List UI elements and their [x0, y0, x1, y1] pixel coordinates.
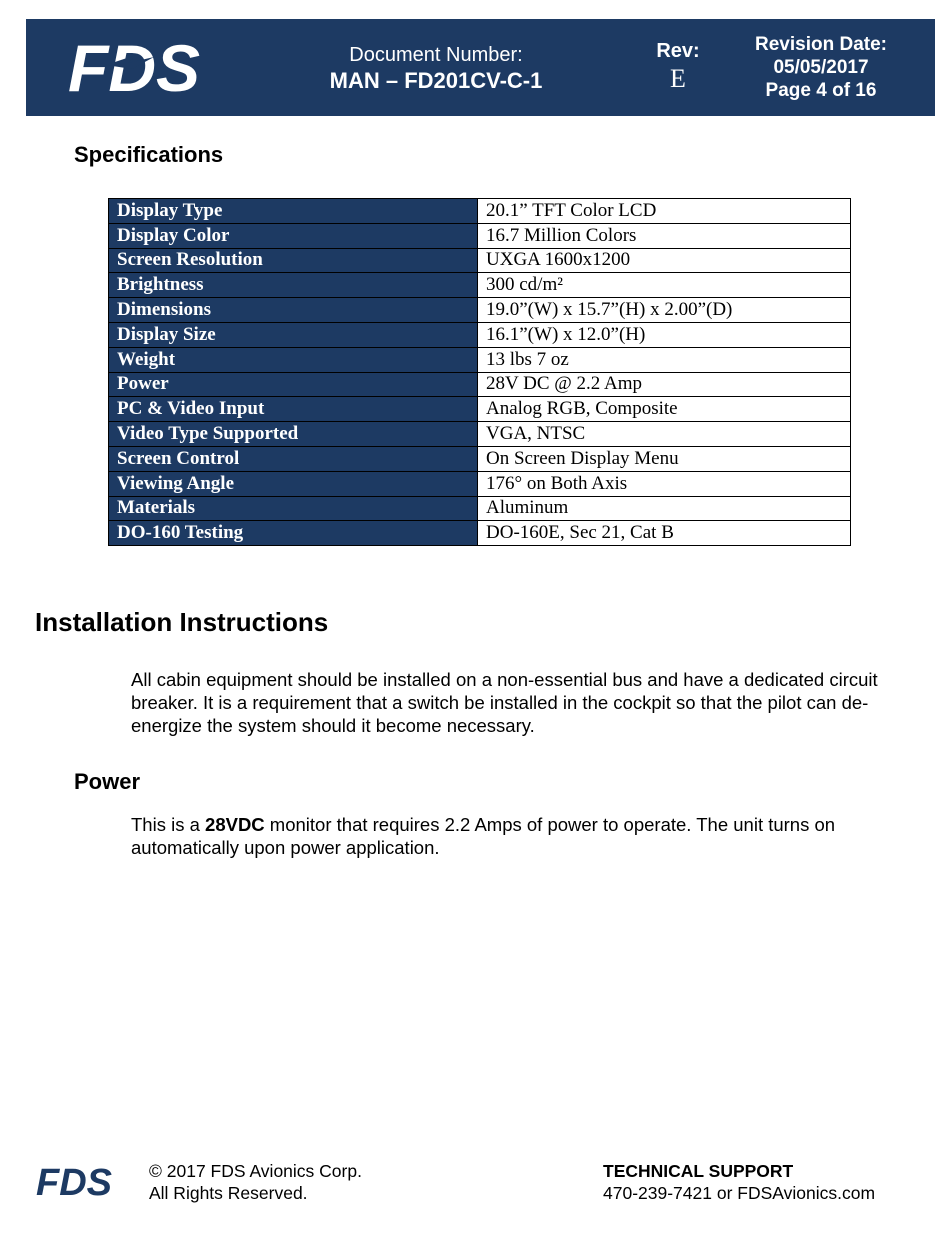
revision-date: 05/05/2017	[773, 57, 869, 78]
spec-value: 13 lbs 7 oz	[478, 347, 851, 372]
spec-value: 19.0”(W) x 15.7”(H) x 2.00”(D)	[478, 298, 851, 323]
spec-value: 20.1” TFT Color LCD	[478, 199, 851, 224]
spec-label: Display Size	[109, 322, 478, 347]
rights-text: All Rights Reserved.	[149, 1183, 308, 1203]
power-text-after: monitor that requires 2.2 Amps of power to operate. The unit turns on automatically upon power application.	[131, 814, 836, 858]
power-voltage: 28VDC	[205, 814, 265, 835]
spec-value: DO-160E, Sec 21, Cat B	[478, 521, 851, 546]
spec-row	[109, 248, 851, 273]
revision-value: E	[670, 64, 686, 93]
spec-value: On Screen Display Menu	[478, 446, 851, 471]
spec-label: DO-160 Testing	[109, 521, 478, 546]
revision-block	[638, 39, 718, 95]
spec-value: UXGA 1600x1200	[478, 248, 851, 273]
support-title: TECHNICAL SUPPORT	[603, 1161, 794, 1181]
document-number-block	[316, 43, 556, 95]
spec-label: PC & Video Input	[109, 397, 478, 422]
specifications-table	[108, 198, 851, 546]
revision-label: Rev:	[656, 40, 700, 62]
document-header	[26, 19, 935, 116]
spec-label: Display Type	[109, 199, 478, 224]
spec-label: Display Color	[109, 223, 478, 248]
revision-date-label: Revision Date:	[755, 34, 887, 55]
spec-row	[109, 496, 851, 521]
document-number-label: Document Number:	[349, 44, 523, 66]
spec-value: Aluminum	[478, 496, 851, 521]
page-number: Page 4 of 16	[765, 80, 877, 101]
spec-value: 16.1”(W) x 12.0”(H)	[478, 322, 851, 347]
spec-value: Analog RGB, Composite	[478, 397, 851, 422]
spec-row	[109, 422, 851, 447]
document-number: MAN – FD201CV-C-1	[329, 68, 543, 93]
spec-label: Brightness	[109, 273, 478, 298]
spec-label: Dimensions	[109, 298, 478, 323]
spec-value: 176° on Both Axis	[478, 471, 851, 496]
footer-support	[603, 1160, 875, 1204]
spec-label: Video Type Supported	[109, 422, 478, 447]
footer-fds-logo	[36, 1162, 128, 1200]
footer-logo-text: FDS	[36, 1162, 112, 1200]
specifications-heading: Specifications	[74, 142, 224, 167]
spec-label: Weight	[109, 347, 478, 372]
revision-date-block	[731, 33, 911, 102]
spec-row	[109, 273, 851, 298]
installation-paragraph: All cabin equipment should be installed on a non-essential bus and have a dedicated circuit breaker. It is a requirement that a switch be installed in the cockpit so that the pilot can de-energize the system should it become necessary.	[131, 669, 878, 736]
spec-row	[109, 347, 851, 372]
spec-row	[109, 322, 851, 347]
spec-value: 16.7 Million Colors	[478, 223, 851, 248]
spec-row	[109, 199, 851, 224]
spec-label: Materials	[109, 496, 478, 521]
logo-text: FDS	[68, 35, 200, 99]
spec-label: Screen Control	[109, 446, 478, 471]
spec-row	[109, 397, 851, 422]
spec-value: VGA, NTSC	[478, 422, 851, 447]
spec-label: Viewing Angle	[109, 471, 478, 496]
spec-row	[109, 471, 851, 496]
support-contact: 470-239-7421 or FDSAvionics.com	[603, 1183, 876, 1203]
power-heading: Power	[74, 769, 141, 794]
spec-row	[109, 298, 851, 323]
spec-value: 28V DC @ 2.2 Amp	[478, 372, 851, 397]
spec-row	[109, 521, 851, 546]
spec-label: Screen Resolution	[109, 248, 478, 273]
spec-row	[109, 372, 851, 397]
fds-logo	[66, 35, 231, 99]
copyright-text: © 2017 FDS Avionics Corp.	[149, 1161, 362, 1181]
spec-label: Power	[109, 372, 478, 397]
spec-value: 300 cd/m²	[478, 273, 851, 298]
footer-copyright	[149, 1160, 362, 1204]
spec-row	[109, 223, 851, 248]
power-text-before: This is a	[131, 814, 206, 835]
power-paragraph	[131, 813, 931, 859]
spec-row	[109, 446, 851, 471]
installation-heading: Installation Instructions	[35, 607, 329, 637]
